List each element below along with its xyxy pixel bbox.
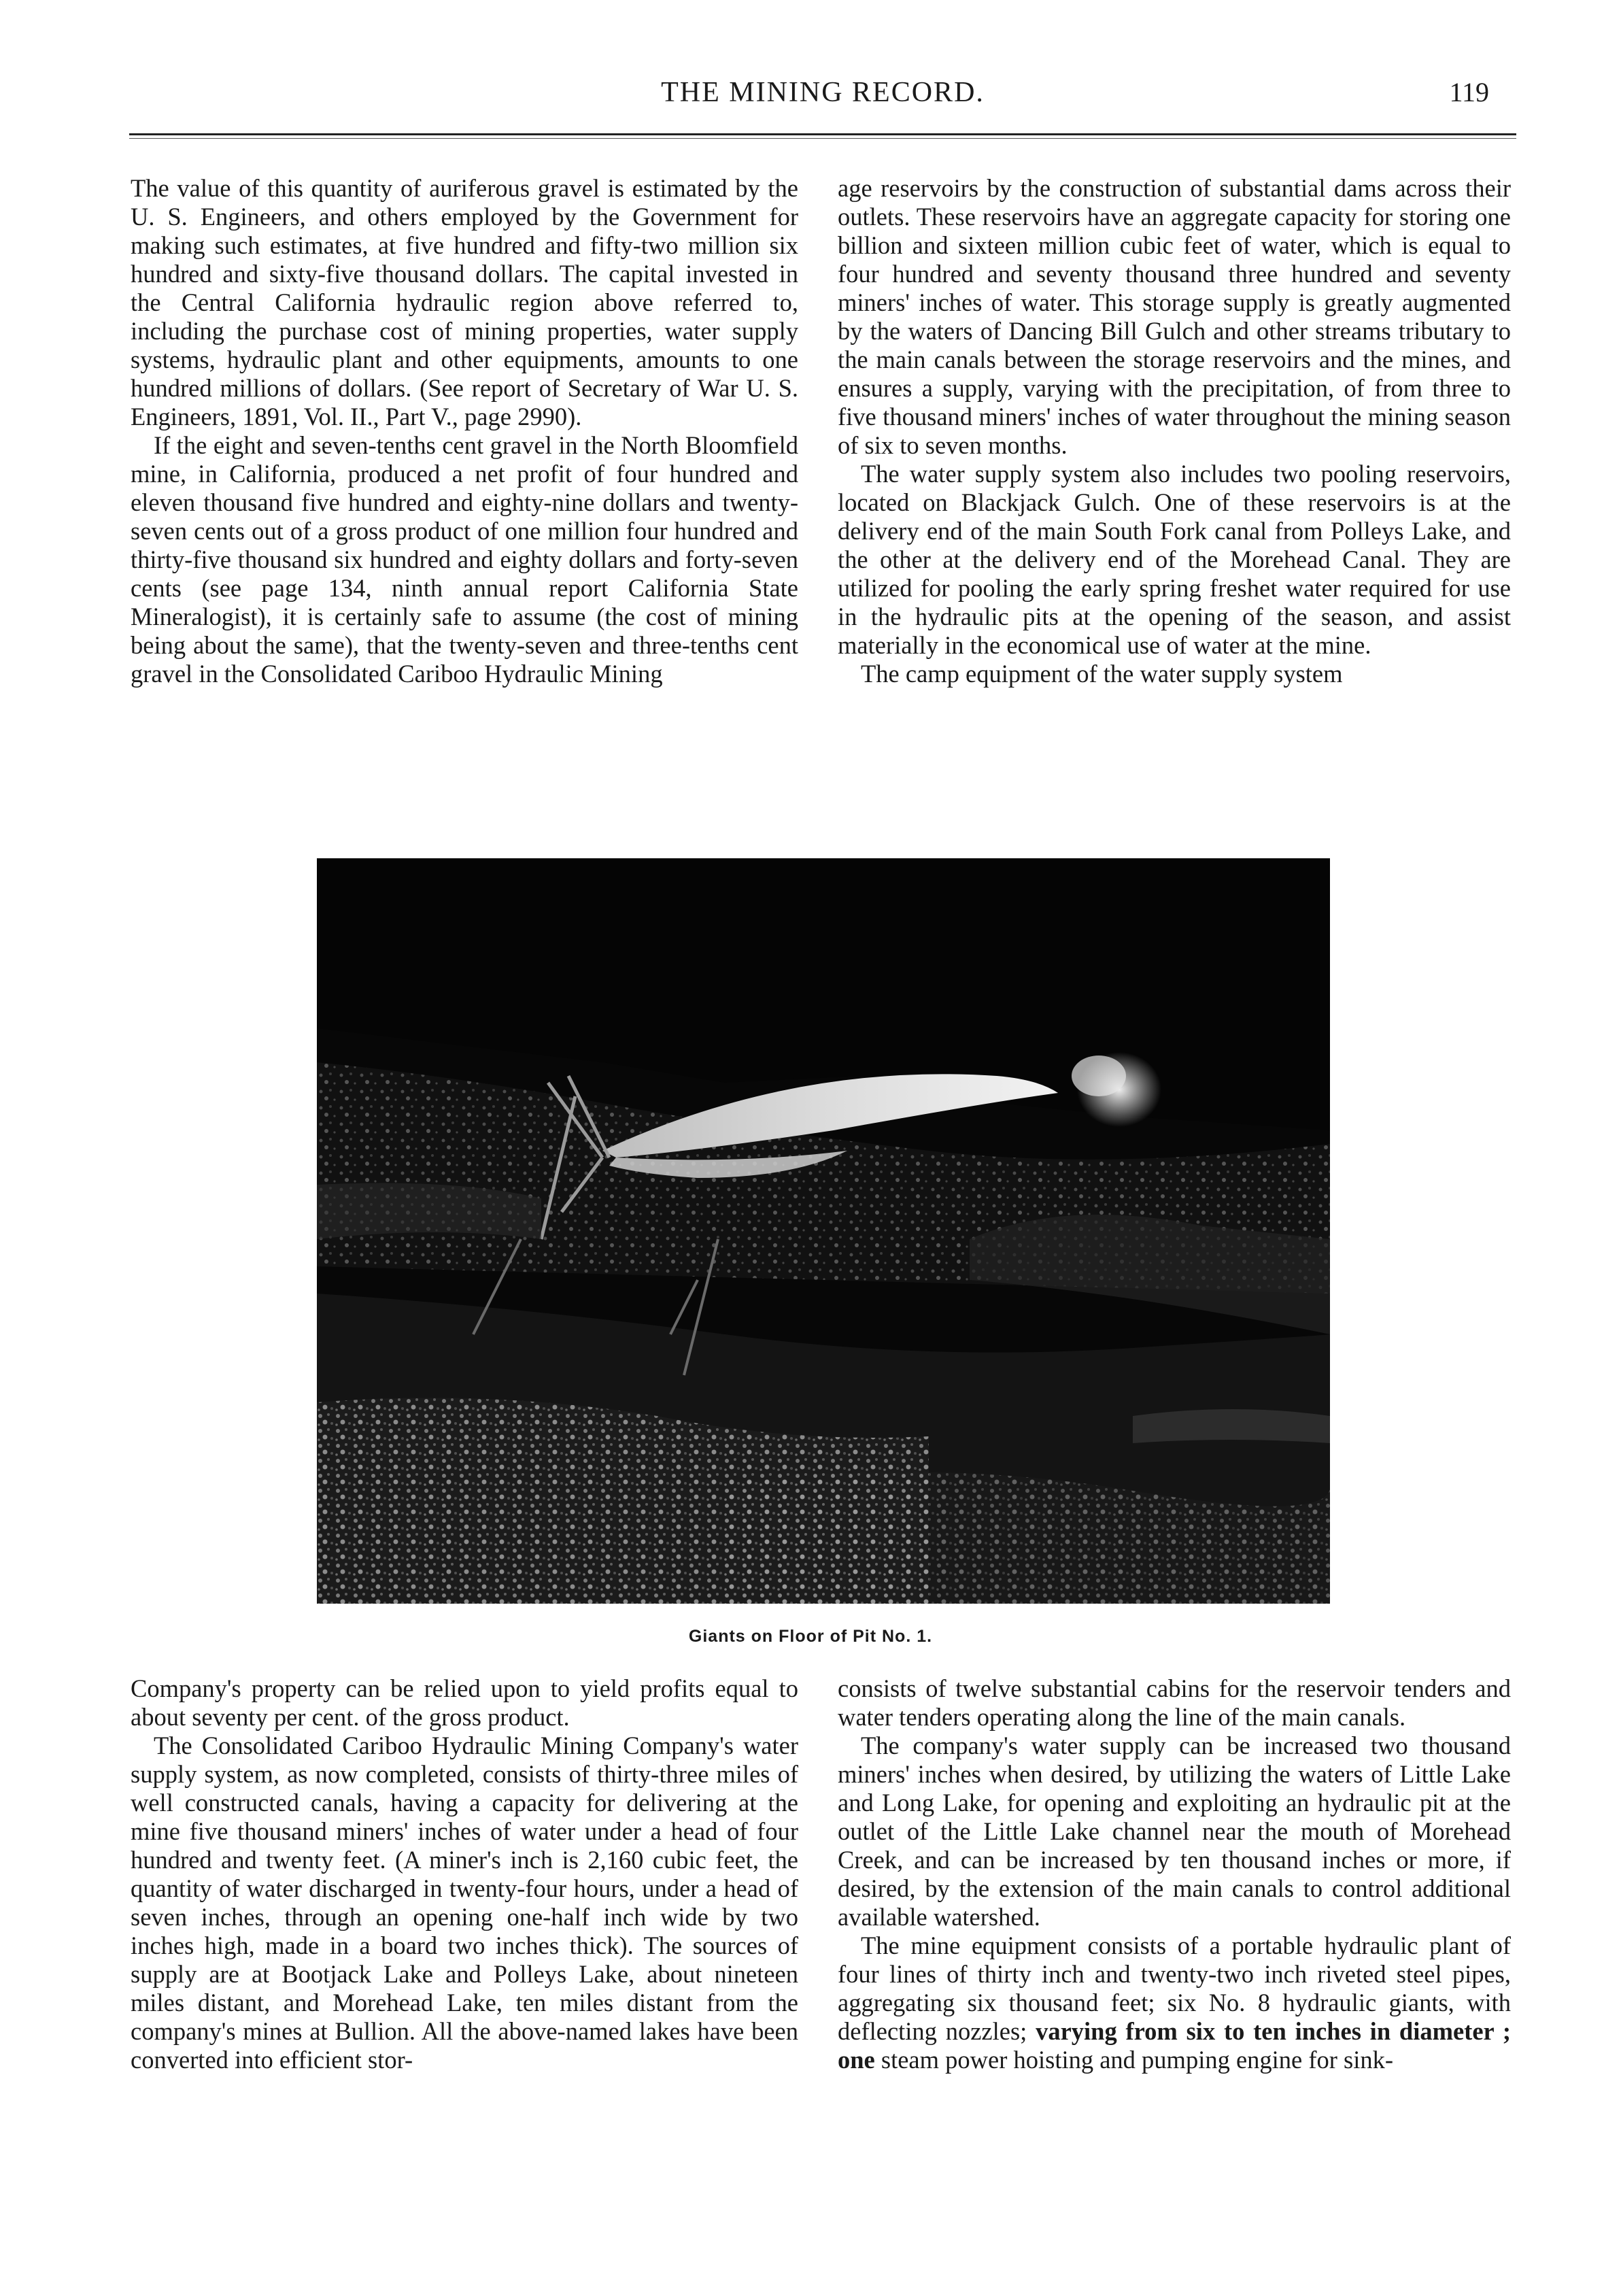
paragraph: The company's water supply can be increased two thousand miners' inches when desired, by utilizing the waters of Little Lake and Long Lake, for opening and exploiting an hydraulic pit at the outlet of the Little Lake channel near the mouth of Morehead Creek, and can be increased by ten thousand inches or more, if desired, by the extension of the main canals to control additional available watershed. <box>838 1732 1511 1931</box>
page-number: 119 <box>1449 77 1489 107</box>
header-rule <box>129 133 1516 139</box>
paragraph-mine-equipment <box>838 1931 1511 2074</box>
paragraph: The value of this quantity of auriferous gravel is estimated by the U. S. Engineers, and others employed by the Government for making such estimates, at five hundred and fifty-two million six hundred and sixty-five thousand dollars. The capital invested in the Central California hydraulic region above referred to, including the purchase cost of mining properties, water supply systems, hydraulic plant and other equipments, amounts to one hundred millions of dollars. (See report of Secretary of War U. S. Engineers, 1891, Vol. II., Part V., page 2990). <box>131 174 798 430</box>
figure-caption: Giants on Floor of Pit No. 1. <box>688 1627 933 1646</box>
photograph-hydraulic-giants <box>317 858 1330 1604</box>
paragraph: The Consolidated Cariboo Hydraulic Mining Company's water supply system, as now completed, consists of thirty-three miles of well constructed canals, having a capacity for delivering at the mine five thousand miners' inches of water under a head of four hundred and twenty feet. (A miner's inch is 2,160 cubic feet, the quantity of water discharged in twenty-four hours, under a head of seven inches, through an opening one-half inch wide by two inches high, made in a board two inches thick). The sources of supply are at Bootjack Lake and Polleys Lake, about nineteen miles distant, and Morehead Lake, ten miles distant from the company's mines at Bullion. All the above-named lakes have been converted into efficient stor- <box>131 1732 798 2074</box>
photograph-illustration <box>317 858 1330 1604</box>
paragraph: The water supply system also includes two pooling reservoirs, located on Blackjack Gulch. One of these reservoirs is at the delivery end of the main South Fork canal from Polleys Lake, and the other at the delivery end of the Morehead Canal. They are utilized for pooling the early spring freshet water required for use in the hydraulic pits at the opening of the season, and assist materially in the economical use of water at the mine. <box>838 460 1511 659</box>
column-bottom-left <box>131 1674 798 2074</box>
page-header <box>129 76 1516 124</box>
column-bottom-right <box>838 1674 1511 2074</box>
paragraph: If the eight and seven-tenths cent gravel in the North Bloomfield mine, in California, produced a net profit of four hundred and eleven thousand five hundred and eighty-nine dollars and twenty-seven cents out of a gross product of one million four hundred and thirty-five thousand six hundred and eighty dollars and forty-seven cents (see page 134, ninth annual report California State Mineralogist), it is certainly safe to assume (the cost of mining being about the same), that the twenty-seven and three-tenths cent gravel in the Consolidated Cariboo Hydraulic Mining <box>131 431 798 688</box>
paragraph: consists of twelve substantial cabins for the reservoir tenders and water tenders operating along the line of the main canals. <box>838 1674 1511 1731</box>
running-title: THE MINING RECORD. <box>661 77 985 108</box>
paragraph: age reservoirs by the construction of substantial dams across their outlets. These reservoirs have an aggregate capacity for storing one billion and sixteen million cubic feet of water, which is equal to four hundred and seventy thousand three hundred and seventy miners' inches of water. This storage supply is greatly augmented by the waters of Dancing Bill Gulch and other streams tributary to the main canals between the storage reservoirs and the mines, and ensures a supply, varying with the precipitation, of from three to five thousand miners' inches of water throughout the mining season of six to seven months. <box>838 174 1511 459</box>
bold-text: varying from six to ten inches in diameter ; one <box>838 2017 1512 2074</box>
paragraph-text: steam power hoisting and pumping engine for sink- <box>881 2046 1394 2074</box>
paragraph: Company's property can be relied upon to yield profits equal to about seventy per cent. of the gross product. <box>131 1674 798 1731</box>
paragraph-text: The mine equipment consists of a portable hydraulic plant of four lines of thirty inch and twenty-two inch riveted steel pipes, aggregating six thousand feet; six No. 8 hydraulic giants, with deflecting nozzles; <box>838 1931 1511 2045</box>
column-top-right <box>838 174 1511 688</box>
column-top-left <box>131 174 798 688</box>
paragraph: The camp equipment of the water supply system <box>861 660 1343 688</box>
